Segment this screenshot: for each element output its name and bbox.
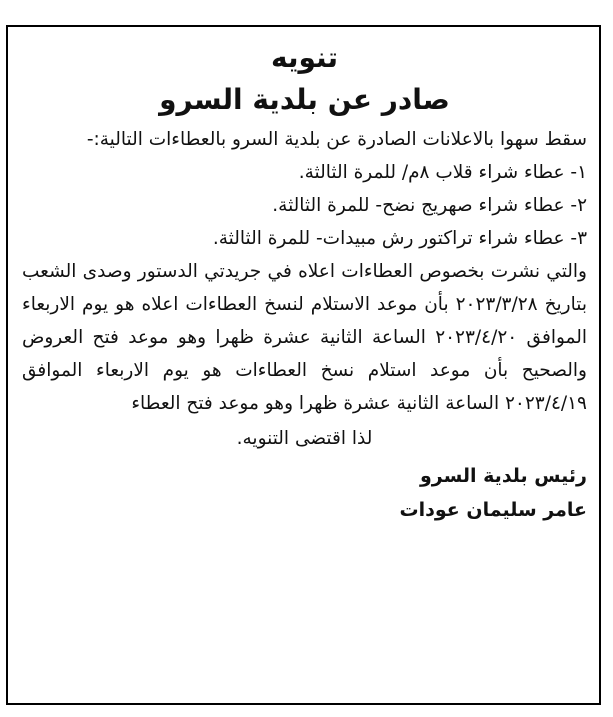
signature-name: عامر سليمان عودات xyxy=(399,499,587,521)
tender-item: ٣- عطاء شراء تراكتور رش مبيدات- للمرة الثالثة. xyxy=(212,228,587,249)
tender-item: ١- عطاء شراء قلاب ٨م/ للمرة الثالثة. xyxy=(298,162,587,183)
notice-subtitle: صادر عن بلدية السرو xyxy=(159,83,450,116)
notice-closing: لذا اقتضى التنويه. xyxy=(236,428,373,449)
tender-list xyxy=(22,156,587,255)
notice-body: والتي نشرت بخصوص العطاءات اعلاه في جريدتي الدستور وصدى الشعب بتاريخ ٢٠٢٣/٣/٢٨ بأن موعد الاستلام لنسخ العطاءات اعلاه هو يوم الاربعاء الموافق ٢٠٢٣/٤/٢٠ الساعة الثانية عشرة ظهرا وهو موعد فتح العروض والصحيح بأن موعد استلام نسخ العطاءات هو يوم الاربعاء الموافق ٢٠٢٣/٤/١٩ الساعة الثانية عشرة ظهرا وهو موعد فتح العطاء xyxy=(22,261,587,414)
signature-title: رئيس بلدية السرو xyxy=(419,465,587,487)
tender-item: ٢- عطاء شراء صهريج نضح- للمرة الثالثة. xyxy=(272,195,587,216)
notice-title: تنويه xyxy=(271,41,338,74)
notice-frame xyxy=(6,25,601,705)
notice-intro: سقط سهوا بالاعلانات الصادرة عن بلدية السرو بالعطاءات التالية:- xyxy=(86,129,587,150)
